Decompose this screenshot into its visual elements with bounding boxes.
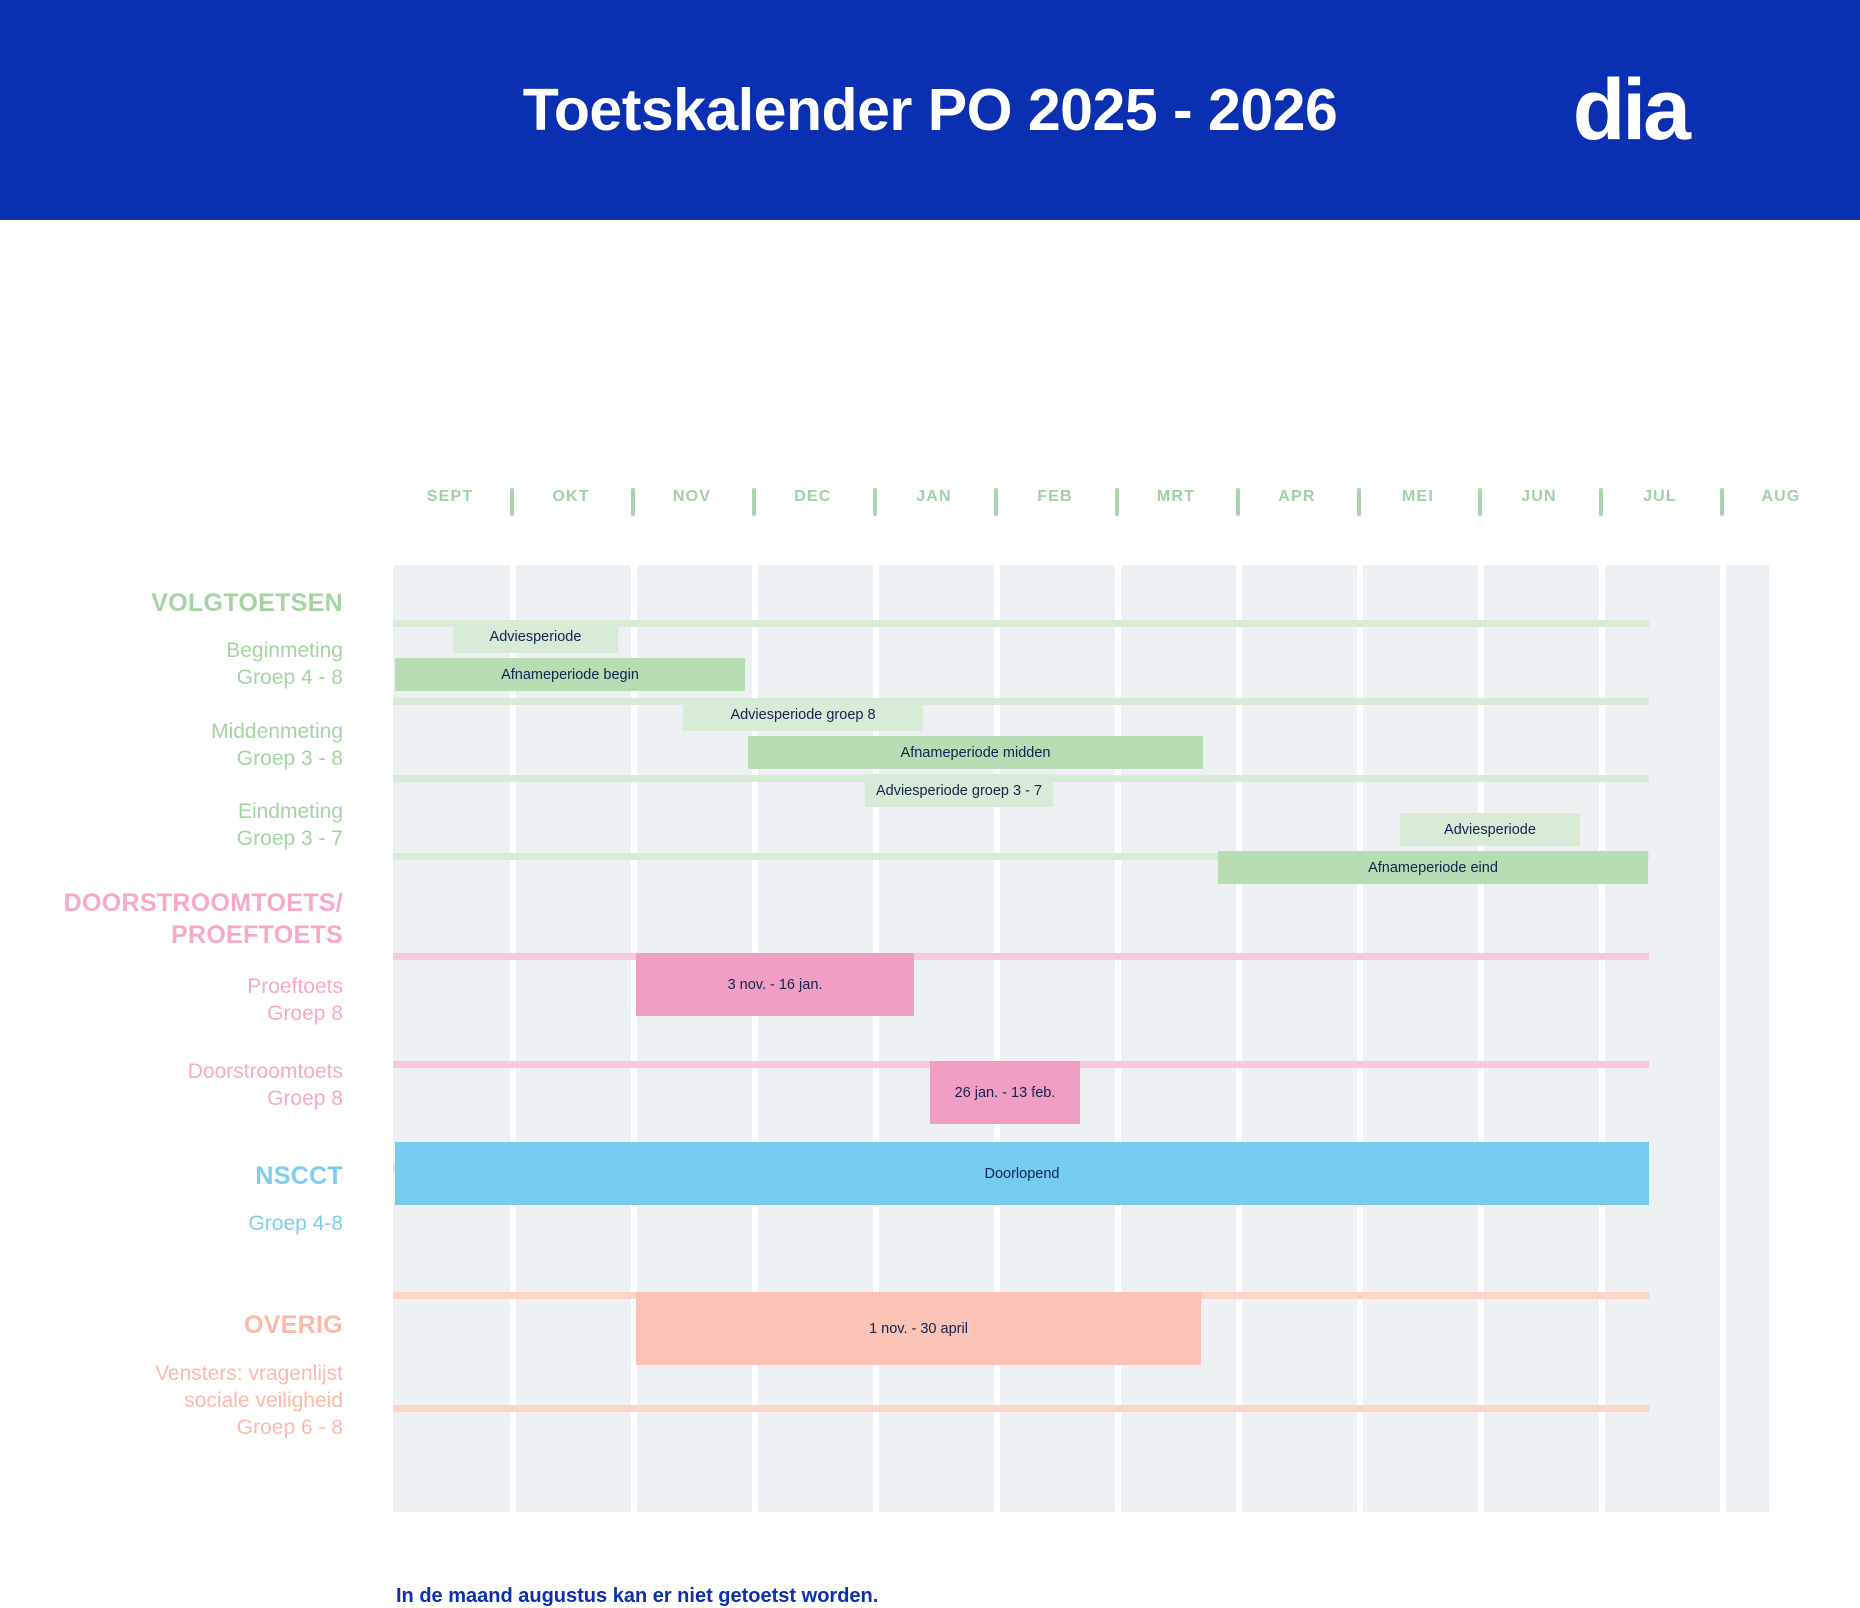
grid-column-divider	[510, 565, 516, 1512]
month-label-mei: MEI	[1401, 488, 1435, 505]
grid-column-divider	[1599, 565, 1605, 1512]
row-label-beginmeting: Beginmeting	[226, 639, 343, 662]
month-label-feb: FEB	[1037, 488, 1073, 505]
row-label-vensters-1: Vensters: vragenlijst	[155, 1362, 343, 1385]
footnote-text: In de maand augustus kan er niet getoetst worden.	[396, 1585, 879, 1607]
bar-label: Doorlopend	[984, 1165, 1060, 1182]
month-axis	[393, 488, 1801, 528]
bar-label: Afnameperiode begin	[501, 666, 639, 683]
row-label-eindmeting: Eindmeting	[237, 800, 343, 823]
month-label-sept: SEPT	[426, 488, 474, 505]
row-label-eindmeting-groep: Groep 3 - 7	[236, 826, 343, 850]
row-label-nscct-groep: Groep 4-8	[248, 1212, 343, 1235]
month-label-dec: DEC	[794, 488, 832, 505]
grid-column-divider	[1236, 565, 1242, 1512]
bar-adviesperiode-begin[interactable]	[453, 620, 618, 653]
page-title: Toetskalender PO 2025 - 2026	[522, 77, 1338, 143]
bar-afnameperiode-midden[interactable]	[748, 736, 1203, 769]
section-title-volgtoetsen: VOLGTOETSEN	[151, 589, 343, 617]
section-title-overig: OVERIG	[243, 1311, 343, 1339]
section-title-proeftoets: PROEFTOETS	[170, 921, 343, 949]
grid-column-divider	[1720, 565, 1726, 1512]
bar-label: 1 nov. - 30 april	[869, 1320, 968, 1337]
row-label-vensters-2: sociale veiligheid	[184, 1388, 343, 1412]
toetskalender-chart	[0, 220, 1860, 1607]
timeline-grid	[393, 565, 1769, 1512]
row-label-middenmeting: Middenmeting	[211, 720, 343, 743]
grid-column-divider	[1357, 565, 1363, 1512]
bar-adviesperiode-eind[interactable]	[1400, 813, 1580, 846]
bar-label: Adviesperiode groep 8	[730, 706, 876, 723]
row-label-beginmeting-groep: Groep 4 - 8	[236, 665, 343, 689]
bar-adviesperiode-groep8[interactable]	[683, 698, 923, 731]
grid-column-divider	[1115, 565, 1121, 1512]
dia-logo: dia	[1572, 62, 1688, 158]
section-stripe-doorstroomtoets	[393, 953, 1649, 960]
row-label-vensters-groep: Groep 6 - 8	[236, 1415, 343, 1439]
month-label-aug: AUG	[1761, 488, 1801, 505]
section-title-nscct: NSCCT	[255, 1162, 343, 1190]
bar-label: Adviesperiode groep 3 - 7	[875, 782, 1043, 799]
row-label-doorstroomtoets: Doorstroomtoets	[187, 1060, 343, 1083]
bar-adviesperiode-groep3-7[interactable]	[865, 774, 1053, 807]
month-label-jun: JUN	[1521, 488, 1557, 505]
page-header	[0, 0, 1860, 220]
row-label-proeftoets: Proeftoets	[247, 975, 343, 998]
row-label-proeftoets-groep: Groep 8	[267, 1001, 343, 1025]
bar-label: 26 jan. - 13 feb.	[954, 1084, 1056, 1101]
bar-vensters-vragenlijst[interactable]	[636, 1292, 1201, 1365]
bar-label: Adviesperiode	[1444, 821, 1536, 838]
month-label-okt: OKT	[552, 488, 590, 505]
grid-column-divider	[994, 565, 1000, 1512]
grid-column-divider	[1478, 565, 1484, 1512]
bar-label: Afnameperiode eind	[1368, 859, 1498, 876]
bar-afnameperiode-begin[interactable]	[395, 658, 745, 691]
bar-label: Adviesperiode	[489, 628, 582, 645]
month-label-jan: JAN	[916, 488, 952, 505]
bar-proeftoets[interactable]	[636, 953, 914, 1016]
month-label-apr: APR	[1278, 488, 1316, 505]
grid-column-divider	[631, 565, 637, 1512]
month-label-jul: JUL	[1643, 488, 1677, 505]
row-label-middenmeting-groep: Groep 3 - 8	[236, 746, 343, 770]
bar-doorstroomtoets[interactable]	[930, 1061, 1080, 1124]
month-label-nov: NOV	[672, 488, 712, 505]
bar-label: Afnameperiode midden	[900, 744, 1051, 761]
bar-label: 3 nov. - 16 jan.	[727, 976, 823, 993]
section-title-doorstroomtoets: DOORSTROOMTOETS/	[63, 889, 343, 917]
section-stripe-volgtoetsen	[393, 698, 1649, 705]
section-stripe-overig	[393, 1405, 1649, 1412]
bar-afnameperiode-eind[interactable]	[1218, 851, 1648, 884]
row-label-doorstroomtoets-groep: Groep 8	[267, 1086, 343, 1110]
month-label-mrt: MRT	[1156, 488, 1196, 505]
bar-nscct-doorlopend[interactable]	[395, 1142, 1649, 1205]
